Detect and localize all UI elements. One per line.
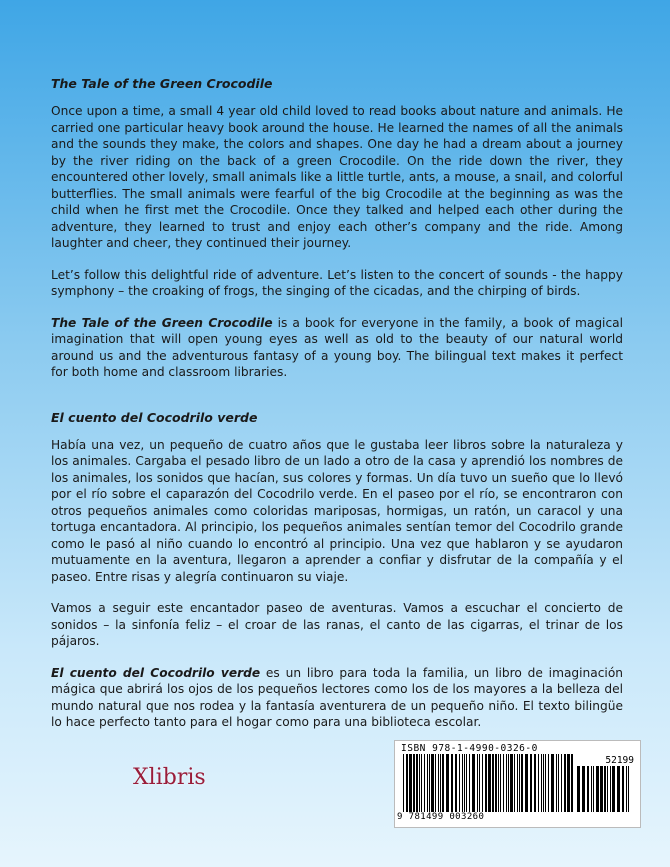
barcode-bar <box>521 754 523 812</box>
barcode-bar <box>519 754 520 812</box>
barcode-bar <box>464 754 465 812</box>
spanish-paragraph-2: Vamos a seguir este encantador paseo de aventuras. Vamos a escuchar el concierto de sonidos – la sinfonía feliz – el croar de las ranas, el canto de las cigarras, el trinar de los pájaros. <box>51 601 623 648</box>
barcode-bar <box>500 754 501 812</box>
publisher-logo: Xlibris <box>133 765 206 790</box>
barcode-bar <box>551 754 554 812</box>
english-book-title-inline: The Tale of the Green Crocodile <box>51 315 273 330</box>
barcode-bar <box>424 754 425 812</box>
barcode-bar <box>543 754 544 812</box>
barcode-bar <box>628 766 629 812</box>
barcode-bar <box>508 754 509 812</box>
barcode-bar <box>558 754 559 812</box>
barcode-bar <box>548 754 549 812</box>
barcode-bar <box>492 754 494 812</box>
barcode-bar <box>435 754 436 812</box>
barcode-bar <box>564 754 566 812</box>
spanish-book-title-inline: El cuento del Cocodrilo verde <box>51 665 261 680</box>
barcode-bar <box>538 754 539 812</box>
spanish-paragraph-3 <box>51 665 623 731</box>
barcode-bar <box>416 754 418 812</box>
barcode-bar <box>485 754 487 812</box>
barcode-bar <box>477 754 478 812</box>
spanish-title: El cuento del Cocodrilo verde <box>51 409 258 425</box>
barcode-bar <box>622 766 624 812</box>
barcode-bar <box>469 754 470 812</box>
barcode-bar <box>607 766 608 812</box>
barcode-bar <box>530 754 532 812</box>
ean-number: 9 781499 003260 <box>397 812 485 822</box>
barcode-bar <box>498 754 499 812</box>
barcode-bar <box>545 754 546 812</box>
barcode-bar <box>506 754 507 812</box>
barcode-bar <box>525 754 528 812</box>
barcode-bar <box>510 754 513 812</box>
spanish-paragraph-3-text: es un libro para toda la familia, un libro de imaginación mágica que abrirá los ojos de los pequeños lectores como los de los mayores a la belleza del mundo natural que nos rodea y la fantasía aventurera de un pequeño niño. El texto bilingüe lo hace perfecto tanto para el hogar como para una biblioteca escolar. <box>51 665 623 729</box>
english-paragraph-3-text: is a book for everyone in the family, a book of magical imagination that will open young eyes as well as old to the beauty of our natural world around us and the adventurous fantasy of a young boy. The bilingual text makes it perfect for both home and classroom libraries. <box>51 315 623 379</box>
barcode-bar <box>403 754 404 812</box>
barcode-bar <box>503 754 504 812</box>
barcode-bar <box>610 766 611 812</box>
barcode-bar <box>466 754 467 812</box>
barcode-bar <box>626 766 627 812</box>
barcode-bar <box>567 754 570 812</box>
barcode-bar <box>462 754 463 812</box>
spanish-paragraph-1: Había una vez, un pequeño de cuatro años que le gustaba leer libros sobre la naturaleza y los animales. Cargaba el pesado libro de un lado a otro de la casa y aprendió los nombres de los animales, los sonidos que hacían, sus colores y formas. Un día tuvo un sueño que lo llevó por el río sobre el caparazón del Cocodrilo verde. En el paseo por el río, se encontraron con otros pequeños animales como coloridas mariposas, hormigas, un ratón, un caracol y una tortuga encantadora. Al principio, los pequeños animales sentían temor del Cocodrilo grande como le pasó al niño cuando lo encontró al principio. Una vez que hablaron y se ayudaron mutuamente en la aventura, llegaron a aprender a confiar y disfrutar de la compañía y el paseo. Entre risas y alegría continuaron su viaje. <box>51 437 623 584</box>
barcode-bar <box>600 766 603 812</box>
barcode-bar <box>427 754 428 812</box>
english-paragraph-2: Let’s follow this delightful ride of adventure. Let’s listen to the concert of sounds - the happy symphony – the croaking of frogs, the singing of the cicadas, and the chirping of birds. <box>51 267 623 298</box>
barcode-bar <box>431 754 434 812</box>
barcode-bar <box>617 766 620 812</box>
barcode-bar <box>596 766 599 812</box>
barcode-bar <box>479 754 480 812</box>
barcode-bar <box>413 754 415 812</box>
barcode-bar <box>440 754 441 812</box>
barcode-bar <box>591 766 592 812</box>
barcode-bar <box>612 766 615 812</box>
back-cover-text <box>51 76 623 746</box>
barcode-bar <box>517 754 518 812</box>
barcode-bar <box>406 754 408 812</box>
barcode-bar <box>604 766 606 812</box>
barcode-bar <box>442 754 444 812</box>
addon-barcode-bars <box>577 766 631 812</box>
barcode-bar <box>419 754 420 812</box>
english-paragraph-1: Once upon a time, a small 4 year old child loved to read books about nature and animals. He carried one particular heavy book around the house. He learned the names of all the animals and the sounds they make, the colors and shapes. One day he had a dream about a journey by the river riding on the back of a green Crocodile. On the ride down the river, they encountered other lovely, small animals like a little turtle, ants, a mouse, a snail, and colorful butterflies. The small animals were fearful of the big Crocodile at the beginning as was the child when he first met the Crocodile. Once they talked and helped each other during the adventure, they learned to trust and enjoy each other’s company and the ride. Among laughter and cheer, they continued their journey. <box>51 104 623 250</box>
barcode-bar <box>582 766 585 812</box>
barcode-bar <box>587 766 589 812</box>
barcode-bar <box>409 754 412 812</box>
isbn-barcode <box>394 740 641 828</box>
english-paragraph-3 <box>51 315 623 381</box>
barcode-bar <box>429 754 430 812</box>
barcode-bar <box>571 754 573 812</box>
barcode-bar <box>455 754 457 812</box>
barcode-bar <box>577 766 580 812</box>
ean-barcode-bars <box>403 754 573 812</box>
barcode-bar <box>451 754 453 812</box>
price-code: 52199 <box>605 755 634 766</box>
barcode-bar <box>446 754 449 812</box>
barcode-bar <box>534 754 536 812</box>
barcode-bar <box>495 754 497 812</box>
barcode-bar <box>556 754 557 812</box>
barcode-bar <box>488 754 491 812</box>
barcode-bar <box>459 754 460 812</box>
isbn-number: ISBN 978-1-4990-0326-0 <box>401 743 538 754</box>
barcode-bar <box>541 754 542 812</box>
barcode-bar <box>514 754 515 812</box>
barcode-bar <box>561 754 562 812</box>
barcode-bar <box>472 754 475 812</box>
barcode-bar <box>421 754 422 812</box>
english-title: The Tale of the Green Crocodile <box>51 76 273 91</box>
barcode-bar <box>593 766 594 812</box>
barcode-bar <box>482 754 483 812</box>
barcode-bar <box>438 754 439 812</box>
